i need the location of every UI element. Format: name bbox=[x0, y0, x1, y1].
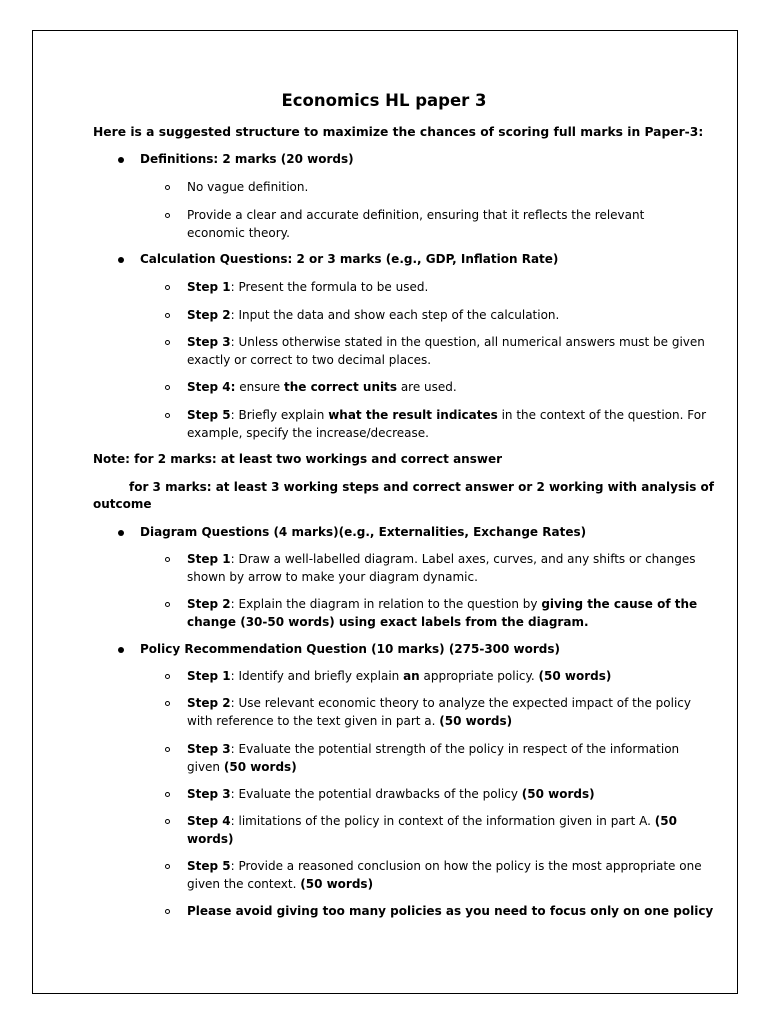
page-border bbox=[32, 30, 738, 994]
page-title: Economics HL paper 3 bbox=[281, 91, 487, 110]
calculation-item-1-line-1 bbox=[187, 280, 428, 294]
text-run: Step 4 bbox=[187, 814, 231, 828]
text-run: Step 5 bbox=[187, 859, 231, 873]
text-run: giving the cause of the bbox=[541, 597, 698, 611]
definitions-item-1-line-1 bbox=[187, 180, 308, 194]
text-run: are used. bbox=[397, 380, 457, 394]
section-heading-policy: Policy Recommendation Question (10 marks) (275-300 words) bbox=[140, 642, 561, 656]
circle-bullet-icon bbox=[165, 674, 170, 679]
text-run: Step 1 bbox=[187, 669, 231, 683]
calculation-item-5-line-1 bbox=[187, 408, 706, 422]
text-run: example, specify the increase/decrease. bbox=[187, 425, 429, 440]
text-run: : Evaluate the potential strength of the policy in respect of the information bbox=[230, 742, 680, 756]
circle-bullet-icon bbox=[165, 909, 170, 914]
calculation-item-4-line-1 bbox=[187, 380, 457, 394]
text-run: (50 words) bbox=[521, 787, 595, 801]
policy-item-3-line-2 bbox=[187, 760, 297, 774]
text-run: : Use relevant economic theory to analyze the expected impact of the policy bbox=[230, 696, 691, 710]
text-run: change (30-50 words) using exact labels from the diagram. bbox=[187, 614, 589, 629]
text-run: words) bbox=[187, 831, 234, 846]
definitions-item-2-line-1 bbox=[187, 208, 644, 222]
calculation-item-5-line-2 bbox=[187, 426, 429, 440]
policy-item-2-line-1 bbox=[187, 696, 691, 710]
text-run: : Briefly explain bbox=[230, 408, 329, 422]
section-heading-definitions: Definitions: 2 marks (20 words) bbox=[140, 152, 354, 166]
text-run: given the context. bbox=[187, 876, 301, 891]
text-run: No vague definition. bbox=[187, 180, 309, 194]
policy-item-1-line-1 bbox=[187, 669, 611, 683]
text-run: : Explain the diagram in relation to the question by bbox=[230, 597, 542, 611]
note-line-1: Note: for 2 marks: at least two workings and correct answer bbox=[93, 452, 502, 466]
text-run: with reference to the text given in part a. bbox=[187, 713, 440, 728]
circle-bullet-icon bbox=[165, 864, 170, 869]
text-run: (50 words) bbox=[538, 669, 612, 683]
text-run: : Draw a well-labelled diagram. Label axes, curves, and any shifts or changes bbox=[230, 552, 696, 566]
section-heading-calculation: Calculation Questions: 2 or 3 marks (e.g., GDP, Inflation Rate) bbox=[140, 252, 559, 266]
text-run: an bbox=[403, 669, 420, 683]
text-run: exactly or correct to two decimal places. bbox=[187, 352, 432, 367]
diagram-item-1-line-1 bbox=[187, 552, 696, 566]
text-run: : Input the data and show each step of the calculation. bbox=[230, 308, 560, 322]
text-run: : Identify and briefly explain bbox=[230, 669, 404, 683]
text-run: Please avoid giving too many policies as you need to focus only on one policy bbox=[187, 904, 714, 918]
circle-bullet-icon bbox=[165, 313, 170, 318]
policy-item-3-line-1 bbox=[187, 742, 679, 756]
text-run: what the result indicates bbox=[328, 408, 498, 422]
bullet-icon bbox=[118, 257, 124, 263]
text-run: : Provide a reasoned conclusion on how the policy is the most appropriate one bbox=[230, 859, 702, 873]
text-run: Step 3 bbox=[187, 742, 231, 756]
circle-bullet-icon bbox=[165, 413, 170, 418]
text-run: (50 words) bbox=[223, 759, 297, 774]
bullet-icon bbox=[118, 157, 124, 163]
circle-bullet-icon bbox=[165, 602, 170, 607]
text-run: (50 words) bbox=[300, 876, 374, 891]
note-line-3: outcome bbox=[93, 497, 152, 511]
text-run: in the context of the question. For bbox=[497, 408, 707, 422]
text-run: given bbox=[187, 759, 224, 774]
policy-item-7-line-1 bbox=[187, 904, 713, 918]
calculation-item-3-line-2 bbox=[187, 353, 431, 367]
circle-bullet-icon bbox=[165, 285, 170, 290]
text-run: : Unless otherwise stated in the question, all numerical answers must be given bbox=[230, 335, 705, 349]
circle-bullet-icon bbox=[165, 185, 170, 190]
text-run: the correct units bbox=[283, 380, 398, 394]
section-heading-diagram: Diagram Questions (4 marks)(e.g., Externalities, Exchange Rates) bbox=[140, 525, 587, 539]
text-run: : Evaluate the potential drawbacks of the policy bbox=[230, 787, 522, 801]
note-line-2: for 3 marks: at least 3 working steps and correct answer or 2 working with analysis of bbox=[129, 480, 714, 494]
calculation-item-2-line-1 bbox=[187, 308, 559, 322]
circle-bullet-icon bbox=[165, 213, 170, 218]
text-run: appropriate policy. bbox=[419, 669, 539, 683]
text-run: Step 4: bbox=[187, 380, 236, 394]
diagram-item-1-line-2 bbox=[187, 570, 478, 584]
bullet-icon bbox=[118, 647, 124, 653]
text-run: (50 bbox=[654, 814, 677, 828]
policy-item-5-line-2 bbox=[187, 832, 233, 846]
text-run: : Present the formula to be used. bbox=[230, 280, 429, 294]
definitions-item-2-line-2 bbox=[187, 226, 290, 240]
circle-bullet-icon bbox=[165, 340, 170, 345]
diagram-item-2-line-1 bbox=[187, 597, 697, 611]
policy-item-2-line-2 bbox=[187, 714, 512, 728]
text-run: Step 3 bbox=[187, 335, 231, 349]
circle-bullet-icon bbox=[165, 819, 170, 824]
diagram-item-2-line-2 bbox=[187, 615, 589, 629]
text-run: (50 words) bbox=[439, 713, 513, 728]
bullet-icon bbox=[118, 530, 124, 536]
policy-item-6-line-2 bbox=[187, 877, 373, 891]
text-run: Step 2 bbox=[187, 308, 231, 322]
text-run: Step 2 bbox=[187, 597, 231, 611]
circle-bullet-icon bbox=[165, 792, 170, 797]
circle-bullet-icon bbox=[165, 385, 170, 390]
text-run: ensure bbox=[235, 380, 284, 394]
intro-text: Here is a suggested structure to maximize the chances of scoring full marks in Paper-3: bbox=[93, 125, 704, 139]
text-run: Step 1 bbox=[187, 552, 231, 566]
policy-item-5-line-1 bbox=[187, 814, 677, 828]
text-run: Provide a clear and accurate definition, ensuring that it reflects the relevant bbox=[187, 208, 645, 222]
text-run: : limitations of the policy in context of the information given in part A. bbox=[230, 814, 655, 828]
circle-bullet-icon bbox=[165, 701, 170, 706]
calculation-item-3-line-1 bbox=[187, 335, 705, 349]
text-run: Step 2 bbox=[187, 696, 231, 710]
policy-item-4-line-1 bbox=[187, 787, 595, 801]
text-run: Step 5 bbox=[187, 408, 231, 422]
circle-bullet-icon bbox=[165, 747, 170, 752]
text-run: Step 3 bbox=[187, 787, 231, 801]
circle-bullet-icon bbox=[165, 557, 170, 562]
text-run: shown by arrow to make your diagram dynamic. bbox=[187, 569, 478, 584]
text-run: Step 1 bbox=[187, 280, 231, 294]
policy-item-6-line-1 bbox=[187, 859, 702, 873]
text-run: economic theory. bbox=[187, 225, 290, 240]
